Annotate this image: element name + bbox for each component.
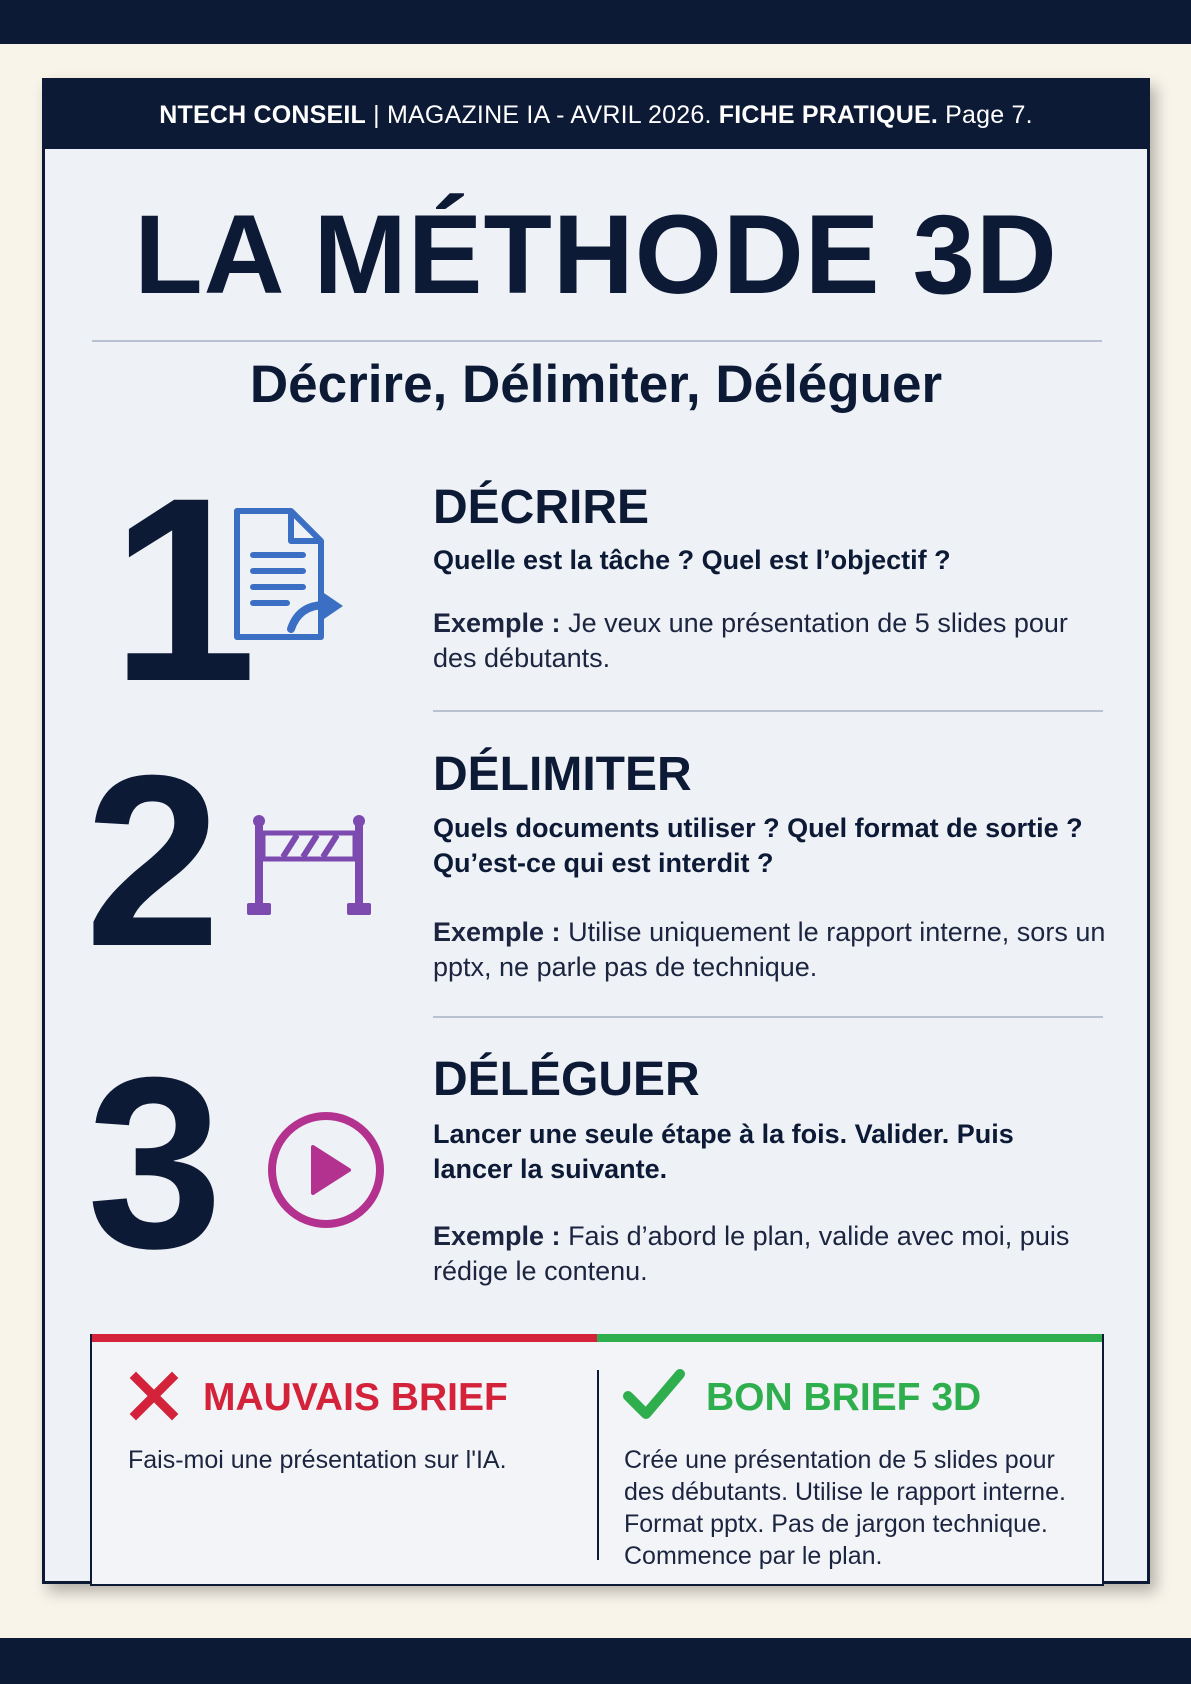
cross-icon xyxy=(128,1370,180,1427)
good-brief-bar xyxy=(597,1334,1102,1342)
bottom-band xyxy=(0,1638,1191,1684)
brief-comparison xyxy=(90,1334,1104,1586)
header-brand: NTECH CONSEIL xyxy=(159,100,367,129)
example-label: Exemple : xyxy=(433,608,561,638)
step-divider-1 xyxy=(433,710,1103,712)
step-divider-2 xyxy=(433,1016,1103,1018)
step-number-1: 1 xyxy=(111,443,249,736)
step-question-2: Quels documents utiliser ? Quel format de sortie ? Qu’est-ce qui est interdit ? xyxy=(433,813,1083,879)
example-text: Je veux une présentation de 5 slides pour des débutants. xyxy=(433,608,1068,674)
header-section: FICHE PRATIQUE. xyxy=(718,100,938,129)
step-example-2 xyxy=(433,915,1113,985)
step-number-2: 2 xyxy=(85,724,221,997)
header-issue: MAGAZINE IA - AVRIL 2026. xyxy=(387,100,712,129)
step-example-1 xyxy=(433,606,1113,676)
example-label: Exemple : xyxy=(433,917,561,947)
step-number-3: 3 xyxy=(87,1026,223,1299)
bad-brief-title: MAUVAIS BRIEF xyxy=(203,1376,508,1419)
play-circle-icon xyxy=(265,1109,387,1236)
step-heading-1: DÉCRIRE xyxy=(433,481,650,534)
header-separator: | xyxy=(366,100,388,129)
top-band xyxy=(0,0,1191,44)
header-bar xyxy=(45,81,1147,149)
step-heading-3: DÉLÉGUER xyxy=(433,1053,700,1106)
step-question-1: Quelle est la tâche ? Quel est l’objectif ? xyxy=(433,545,951,575)
bad-brief-text: Fais-moi une présentation sur l'IA. xyxy=(128,1446,507,1474)
header-page: Page 7. xyxy=(945,100,1033,129)
step-question-3: Lancer une seule étape à la fois. Valider. Puis lancer la suivante. xyxy=(433,1119,1014,1185)
step-heading-2: DÉLIMITER xyxy=(433,748,692,801)
bad-brief-bar xyxy=(92,1334,597,1342)
check-icon xyxy=(622,1366,686,1427)
good-brief-text: Crée une présentation de 5 slides pour des débutants. Utilise le rapport interne. Format pptx. Pas de jargon technique. Commence par le plan. xyxy=(624,1446,1066,1570)
barrier-icon xyxy=(243,815,379,930)
document-export-icon xyxy=(229,505,349,650)
practice-sheet xyxy=(42,78,1150,1584)
title-divider xyxy=(92,340,1102,342)
example-text: Fais d’abord le plan, valide avec moi, puis rédige le contenu. xyxy=(433,1221,1070,1287)
page-title: LA MÉTHODE 3D xyxy=(134,192,1058,317)
step-example-3 xyxy=(433,1219,1113,1289)
comparison-divider xyxy=(597,1370,599,1560)
page-subtitle: Décrire, Délimiter, Déléguer xyxy=(249,355,943,414)
good-brief-title: BON BRIEF 3D xyxy=(706,1376,982,1419)
example-label: Exemple : xyxy=(433,1221,561,1251)
example-text: Utilise uniquement le rapport interne, sors un pptx, ne parle pas de technique. xyxy=(433,917,1106,983)
